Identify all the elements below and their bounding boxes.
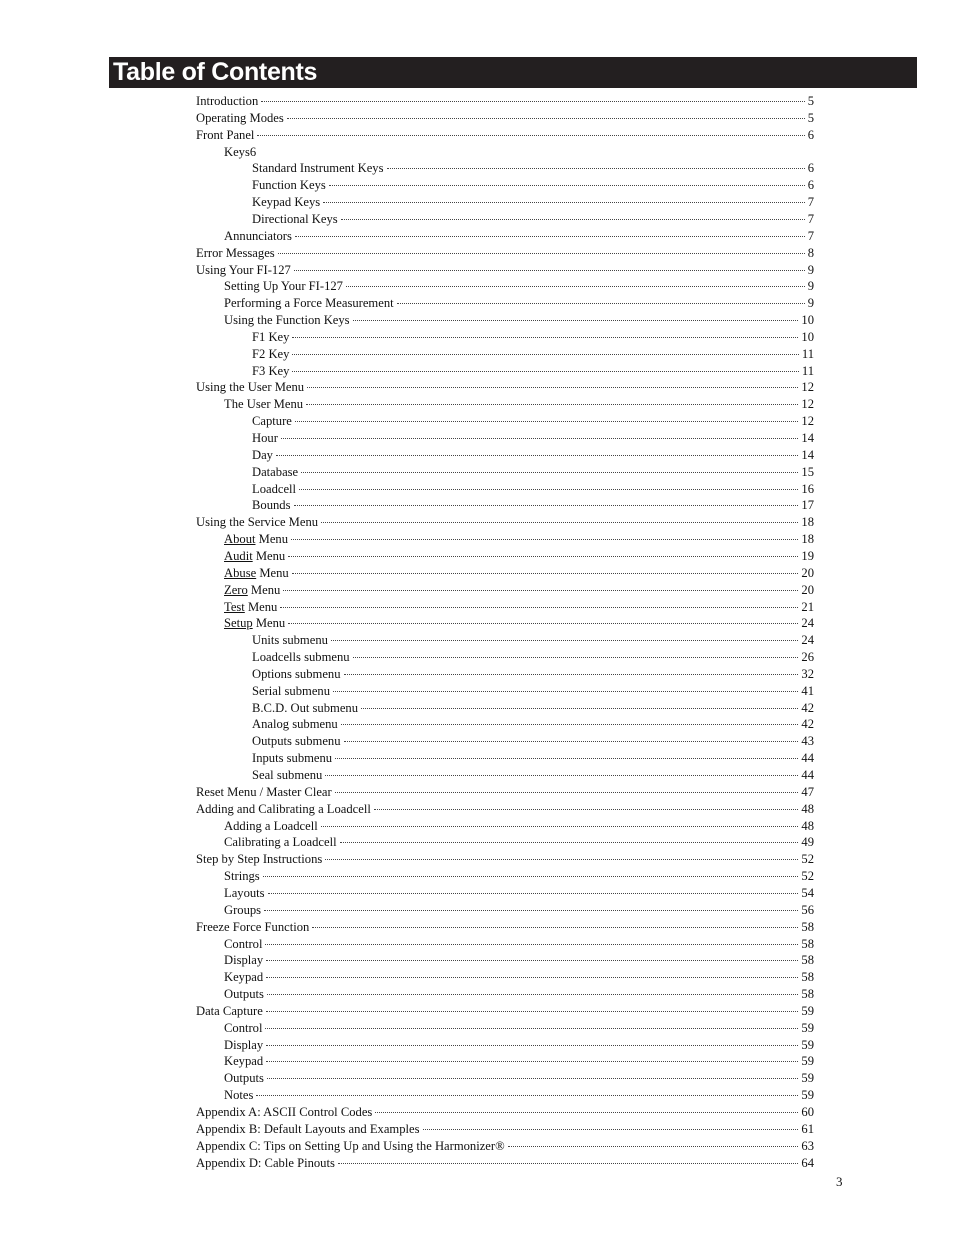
toc-entry[interactable] [224,969,814,986]
dot-leader [283,589,798,591]
dot-leader [267,1077,799,1079]
toc-entry[interactable] [252,716,814,733]
dot-leader [375,1111,798,1113]
dot-leader [331,639,798,641]
toc-entry-title: Operating Modes [196,111,284,125]
toc-entry[interactable] [224,834,814,851]
toc-entry-page: 10 [801,313,814,327]
toc-entry-title: Audit Menu [224,549,286,563]
toc-entry-title: Capture [252,414,292,428]
toc-entry[interactable] [252,211,814,228]
toc-entry-page: 48 [801,819,814,833]
toc-entry-title: Groups [224,903,262,917]
page-number: 3 [836,1174,843,1189]
toc-entry[interactable] [224,548,814,565]
toc-entry-page: 59 [801,1071,814,1085]
dot-leader [353,319,799,321]
dot-leader [397,302,805,304]
dot-leader [266,959,798,961]
dot-leader [295,420,799,422]
toc-entry-page: 20 [801,583,814,597]
dot-leader [292,572,799,574]
dot-leader [508,1145,799,1147]
toc-entry-page: 18 [801,515,814,529]
toc-entry[interactable] [224,902,814,919]
toc-entry[interactable] [252,430,814,447]
toc-entry-page: 6 [807,161,814,175]
toc-entry-title: Appendix C: Tips on Setting Up and Using the Harmonizer® [196,1139,505,1153]
toc-entry[interactable] [196,262,814,279]
toc-entry[interactable] [224,936,814,953]
toc-entry[interactable] [224,144,814,161]
dot-leader [295,235,805,237]
dot-leader [423,1128,799,1130]
dot-leader [292,353,798,355]
dot-leader [265,943,798,945]
dot-leader [341,723,799,725]
toc-entry-page: 58 [801,937,814,951]
toc-entry-title: Outputs [224,987,264,1001]
toc-entry-title: Loadcell [252,482,297,496]
dot-leader [333,690,798,692]
dot-leader [340,841,799,843]
toc-entry-page: 11 [801,364,814,378]
toc-entry-page: 5 [807,94,814,108]
toc-entry-page: 5 [807,111,814,125]
toc-entry-page: 61 [801,1122,814,1136]
toc-entry-title: Performing a Force Measurement [224,296,394,310]
dot-leader [294,504,799,506]
toc-entry[interactable] [224,396,814,413]
toc-entry[interactable] [252,481,814,498]
toc-entry[interactable] [196,245,814,262]
toc-entry[interactable] [196,1138,814,1155]
toc-entry-page: 59 [801,1004,814,1018]
toc-entry-title: About Menu [224,532,289,546]
toc-entry[interactable] [252,750,814,767]
toc-entry-title: Introduction [196,94,259,108]
toc-entry-title: Layouts [224,886,265,900]
toc-entry-title: Standard Instrument Keys [252,161,384,175]
toc-entry-title: Appendix A: ASCII Control Codes [196,1105,373,1119]
dot-leader [312,926,798,928]
toc-entry-page: 10 [801,330,814,344]
toc-entry-page: 7 [807,212,814,226]
toc-entry[interactable] [196,514,814,531]
dot-leader [257,134,804,136]
toc-entry[interactable] [252,329,814,346]
toc-entry[interactable] [252,767,814,784]
toc-entry-page: 56 [801,903,814,917]
toc-entry[interactable] [252,363,814,380]
dot-leader [323,201,805,203]
toc-entry-page: 48 [801,802,814,816]
toc-entry-page: 44 [801,751,814,765]
toc-entry-title: Using the User Menu [196,380,305,394]
toc-entry[interactable] [224,885,814,902]
toc-entry[interactable] [224,565,814,582]
toc-entry-title: Setup Menu [224,616,286,630]
toc-entry[interactable] [252,177,814,194]
title-bar [109,57,917,88]
toc-entry-title: Notes [224,1088,254,1102]
toc-entry-page: 58 [801,920,814,934]
dot-leader [261,100,804,102]
toc-entry-title: Hour [252,431,278,445]
toc-entry[interactable] [252,160,814,177]
toc-entry[interactable] [224,818,814,835]
toc-entry[interactable] [196,1155,814,1172]
dot-leader [307,386,798,388]
toc-entry[interactable] [224,582,814,599]
toc-entry-page: 11 [801,347,814,361]
toc-entry-page: 52 [801,869,814,883]
toc-entry[interactable] [252,346,814,363]
dot-leader [338,1162,799,1164]
dot-leader [341,218,805,220]
toc-entry-page: 8 [807,246,814,260]
dot-leader [361,707,798,709]
toc-entry-title: Control [224,1021,263,1035]
toc-entry-title: Freeze Force Function [196,920,310,934]
toc-entry-title: Display [224,1038,264,1052]
toc-entry-page: 12 [801,397,814,411]
toc-entry-page: 41 [801,684,814,698]
toc-entry[interactable] [224,295,814,312]
toc-entry-page: 9 [807,296,814,310]
toc-entry[interactable] [224,599,814,616]
toc-entry-title: Reset Menu / Master Clear [196,785,332,799]
dot-leader [292,370,798,372]
toc-entry[interactable] [196,784,814,801]
toc-entry[interactable] [252,464,814,481]
dot-leader [266,1044,798,1046]
toc-entry-title: Keys6 [224,145,257,159]
toc-entry-title: Strings [224,869,260,883]
toc-entry-title: Keypad [224,970,264,984]
toc-entry-title: Step by Step Instructions [196,852,323,866]
dot-leader [256,1094,798,1096]
toc-entry[interactable] [196,127,814,144]
toc-entry-page: 12 [801,414,814,428]
toc-entry-page: 59 [801,1054,814,1068]
toc-entry-title: Analog submenu [252,717,338,731]
toc-entry-title: Appendix B: Default Layouts and Examples [196,1122,420,1136]
toc-entry-page: 7 [807,229,814,243]
toc-entry-page: 59 [801,1021,814,1035]
toc-entry-title: Outputs [224,1071,264,1085]
toc-entry-page: 18 [801,532,814,546]
toc-entry-title: Serial submenu [252,684,330,698]
toc-entry-page: 14 [801,448,814,462]
toc-entry[interactable] [252,733,814,750]
toc-entry-title: Function Keys [252,178,326,192]
toc-entry-title: Zero Menu [224,583,281,597]
dot-leader [301,471,798,473]
toc-entry-page: 44 [801,768,814,782]
toc-entry-title: Day [252,448,273,462]
toc-entry[interactable] [252,413,814,430]
toc-entry-title: Front Panel [196,128,255,142]
toc-entry-title: B.C.D. Out submenu [252,701,359,715]
toc-entry[interactable] [224,1020,814,1037]
dot-leader [287,117,805,119]
toc-entry-page: 59 [801,1038,814,1052]
toc-entry-page: 15 [801,465,814,479]
toc-entry-title: Inputs submenu [252,751,333,765]
toc-entry-title: Loadcells submenu [252,650,350,664]
toc-entry-page: 24 [801,616,814,630]
dot-leader [278,252,805,254]
toc-entry-title: Seal submenu [252,768,323,782]
toc-entry[interactable] [252,194,814,211]
toc-entry[interactable] [224,312,814,329]
toc-entry[interactable] [196,851,814,868]
dot-leader [299,488,798,490]
toc-entry-page: 26 [801,650,814,664]
toc-entry[interactable] [196,93,814,110]
toc-entry-title: Database [252,465,299,479]
dot-leader [335,791,799,793]
toc-entry-title: Display [224,953,264,967]
toc-entry[interactable] [196,110,814,127]
dot-leader [291,538,798,540]
dot-leader [266,1010,799,1012]
toc-entry-title: Control [224,937,263,951]
toc-entry-page: 54 [801,886,814,900]
toc-entry[interactable] [252,632,814,649]
toc-entry-page: 19 [801,549,814,563]
toc-entry[interactable] [252,700,814,717]
dot-leader [344,740,799,742]
toc-entry-page: 47 [801,785,814,799]
dot-leader [325,858,798,860]
dot-leader [329,184,805,186]
toc-entry-page: 43 [801,734,814,748]
toc-entry-title: Using the Function Keys [224,313,350,327]
toc-entry-title: F1 Key [252,330,290,344]
dot-leader [276,454,798,456]
dot-leader [264,909,798,911]
toc-entry-page: 60 [801,1105,814,1119]
toc-entry-title: Annunciators [224,229,292,243]
toc-entry-page: 20 [801,566,814,580]
page-title: Table of Contents [113,58,318,86]
toc-entry-page: 58 [801,987,814,1001]
dot-leader [292,336,798,338]
toc-entry-title: Using Your FI-127 [196,263,291,277]
toc-entry-title: Data Capture [196,1004,263,1018]
toc-entry-page: 58 [801,953,814,967]
dot-leader [266,976,798,978]
dot-leader [263,875,799,877]
toc-entry[interactable] [252,649,814,666]
toc-entry-page: 52 [801,852,814,866]
toc-entry-page: 59 [801,1088,814,1102]
toc-entry-title: Bounds [252,498,291,512]
toc-entry[interactable] [252,666,814,683]
toc-entry-title: Setting Up Your FI-127 [224,279,343,293]
dot-leader [267,993,799,995]
dot-leader [321,521,798,523]
toc-entry[interactable] [224,228,814,245]
dot-leader [306,403,798,405]
dot-leader [268,892,799,894]
dot-leader [346,285,805,287]
toc-entry[interactable] [224,1087,814,1104]
toc-entry-page: 17 [801,498,814,512]
toc-entry[interactable] [252,683,814,700]
toc-entry[interactable] [196,379,814,396]
dot-leader [325,774,798,776]
toc-entry[interactable] [196,801,814,818]
toc-entry[interactable] [224,868,814,885]
toc-entry-page: 49 [801,835,814,849]
toc-entry[interactable] [252,497,814,514]
toc-entry-title: Appendix D: Cable Pinouts [196,1156,335,1170]
toc-entry-title: Keypad [224,1054,264,1068]
toc-entry[interactable] [196,1003,814,1020]
toc-entry-page: 64 [801,1156,814,1170]
toc-entry-title: Error Messages [196,246,275,260]
toc-entry-page: 7 [807,195,814,209]
toc-entry-title: Directional Keys [252,212,338,226]
toc-entry[interactable] [224,986,814,1003]
toc-entry[interactable] [224,1070,814,1087]
toc-entry-title: Units submenu [252,633,328,647]
toc-entry-page: 63 [801,1139,814,1153]
toc-entry-page: 42 [801,701,814,715]
toc-entry-page: 6 [807,178,814,192]
toc-entry-title: Options submenu [252,667,341,681]
dot-leader [266,1060,798,1062]
toc-entry-title: Calibrating a Loadcell [224,835,337,849]
toc-entry-page: 6 [807,128,814,142]
toc-entry[interactable] [224,531,814,548]
toc-entry[interactable] [196,1121,814,1138]
toc-entry[interactable] [224,615,814,632]
toc-entry[interactable] [196,1104,814,1121]
dot-leader [281,437,799,439]
toc-entry-title: Adding and Calibrating a Loadcell [196,802,371,816]
toc-entry-title: F3 Key [252,364,290,378]
toc-entry-title: Keypad Keys [252,195,321,209]
dot-leader [288,555,798,557]
toc-entry-page: 32 [801,667,814,681]
toc-entry[interactable] [196,919,814,936]
toc-entry-page: 14 [801,431,814,445]
toc-entry[interactable] [224,278,814,295]
toc-entry-title: Abuse Menu [224,566,289,580]
dot-leader [294,269,805,271]
toc-entry-page: 12 [801,380,814,394]
toc-entry-title: Outputs submenu [252,734,341,748]
toc-entry-page: 42 [801,717,814,731]
toc-entry-title: F2 Key [252,347,290,361]
toc-entry[interactable] [252,447,814,464]
toc-entry-title: Using the Service Menu [196,515,319,529]
dot-leader [265,1027,798,1029]
toc-entry-page: 16 [801,482,814,496]
dot-leader [353,656,799,658]
dot-leader [344,673,799,675]
toc-entry-title: Test Menu [224,600,278,614]
toc-entry-page: 9 [807,263,814,277]
toc-entry[interactable] [224,1053,814,1070]
toc-entry-title: Adding a Loadcell [224,819,318,833]
dot-leader [387,167,805,169]
dot-leader [335,757,798,759]
toc-entry-title: The User Menu [224,397,304,411]
toc-entry[interactable] [224,1037,814,1054]
toc-entry[interactable] [224,952,814,969]
dot-leader [321,825,799,827]
toc-entry-page: 21 [801,600,814,614]
dot-leader [280,606,798,608]
toc-entry-page: 9 [807,279,814,293]
dot-leader [288,622,798,624]
toc-entry-page: 24 [801,633,814,647]
dot-leader [374,808,799,810]
toc-entry-page: 58 [801,970,814,984]
